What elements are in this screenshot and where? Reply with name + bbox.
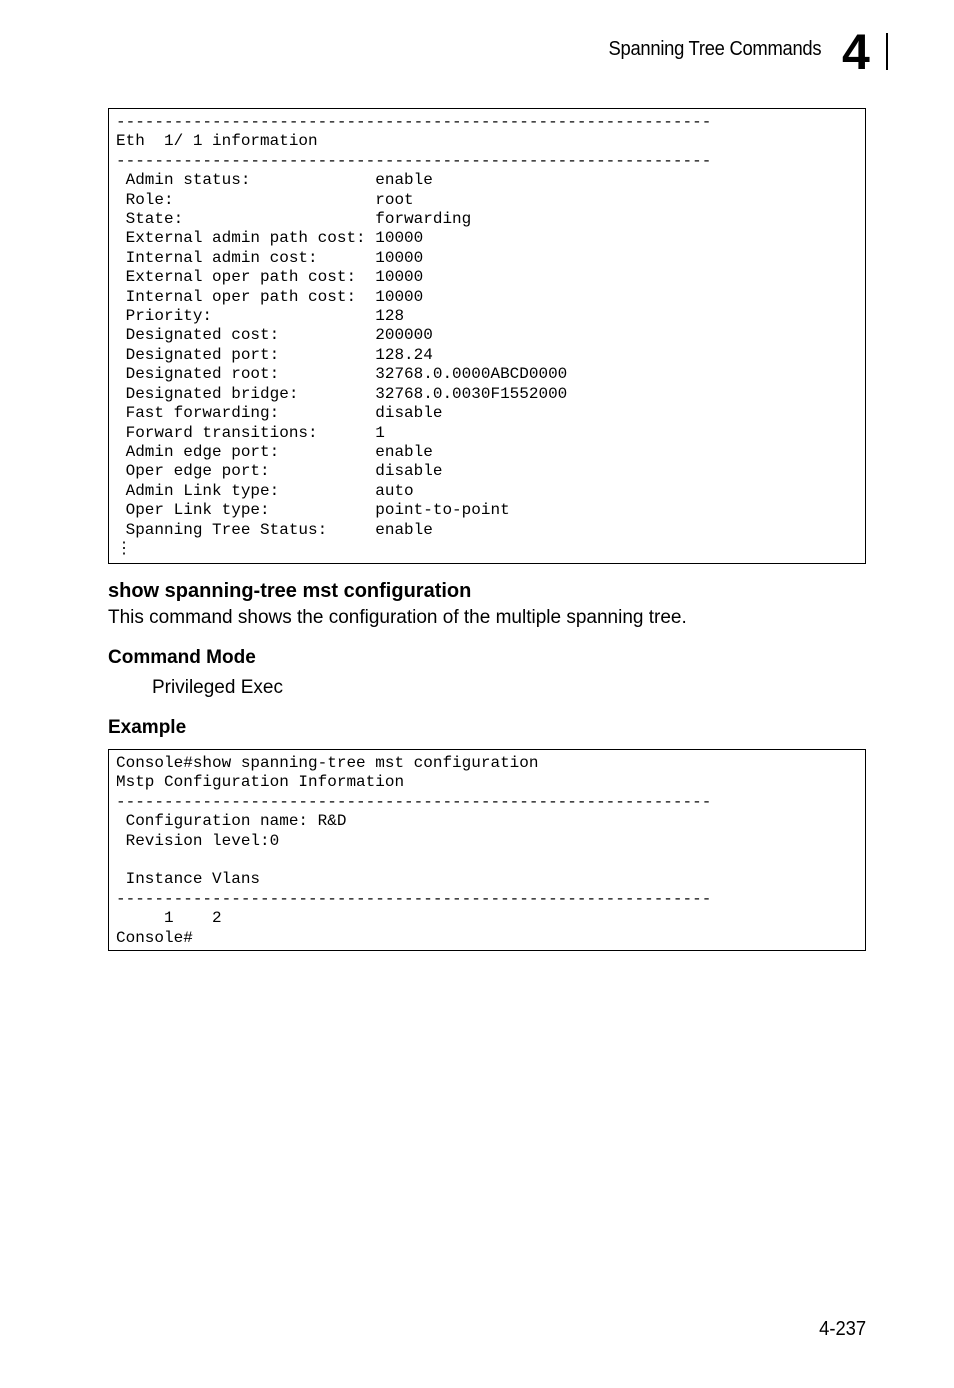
code-line: Revision level:0 [116,831,280,850]
code-line: Console#show spanning-tree mst configuration [116,754,539,772]
code-line: External admin path cost: 10000 [116,229,424,248]
code-line: Instance Vlans [116,870,261,889]
command-mode-value: Privileged Exec [152,677,283,698]
code-line: Forward transitions: 1 [116,423,385,442]
code-line: Spanning Tree Status: enable [116,520,433,539]
code-line: State: forwarding [116,210,472,229]
code-line: Console# [116,928,193,947]
running-header-title: Spanning Tree Commands [608,38,821,60]
code-line: Oper edge port: disable [116,462,443,481]
command-heading: show spanning-tree mst configuration [108,580,472,602]
code-line: Designated root: 32768.0.0000ABCD0000 [116,365,568,384]
command-description: This command shows the configuration of the multiple spanning tree. [108,607,687,628]
code-line: 1 2 [116,909,222,928]
code-line: Role: root [116,190,414,209]
code-line: Designated port: 128.24 [116,345,433,364]
code-example-mst-configuration [108,749,866,951]
code-line: -------------------------------------------------------------- [116,151,712,170]
code-line: ⋮ [116,539,132,558]
code-line: Oper Link type: point-to-point [116,501,510,520]
code-line: -------------------------------------------------------------- [116,113,712,131]
chapter-number: 4 [842,24,870,80]
code-line: Admin status: enable [116,171,433,190]
code-line: External oper path cost: 10000 [116,268,424,287]
code-example-port-information [108,108,866,564]
code-listing [116,113,865,559]
code-line: -------------------------------------------------------------- [116,792,712,811]
code-line: Internal oper path cost: 10000 [116,287,424,306]
code-line: Eth 1/ 1 information [116,132,318,151]
command-mode-heading: Command Mode [108,647,256,668]
code-line: Configuration name: R&D [116,812,347,831]
page-number: 4-237 [818,1318,866,1340]
code-line: Internal admin cost: 10000 [116,248,424,267]
code-line: Fast forwarding: disable [116,404,443,423]
code-line: -------------------------------------------------------------- [116,889,712,908]
code-line: Designated bridge: 32768.0.0030F1552000 [116,384,568,403]
code-line: Mstp Configuration Information [116,773,405,792]
code-listing [116,754,865,948]
code-line: Priority: 128 [116,307,405,326]
code-line: Designated cost: 200000 [116,326,433,345]
code-line: Admin Link type: auto [116,481,414,500]
chapter-divider [886,33,888,70]
code-line: Admin edge port: enable [116,442,433,461]
example-heading: Example [108,717,187,738]
